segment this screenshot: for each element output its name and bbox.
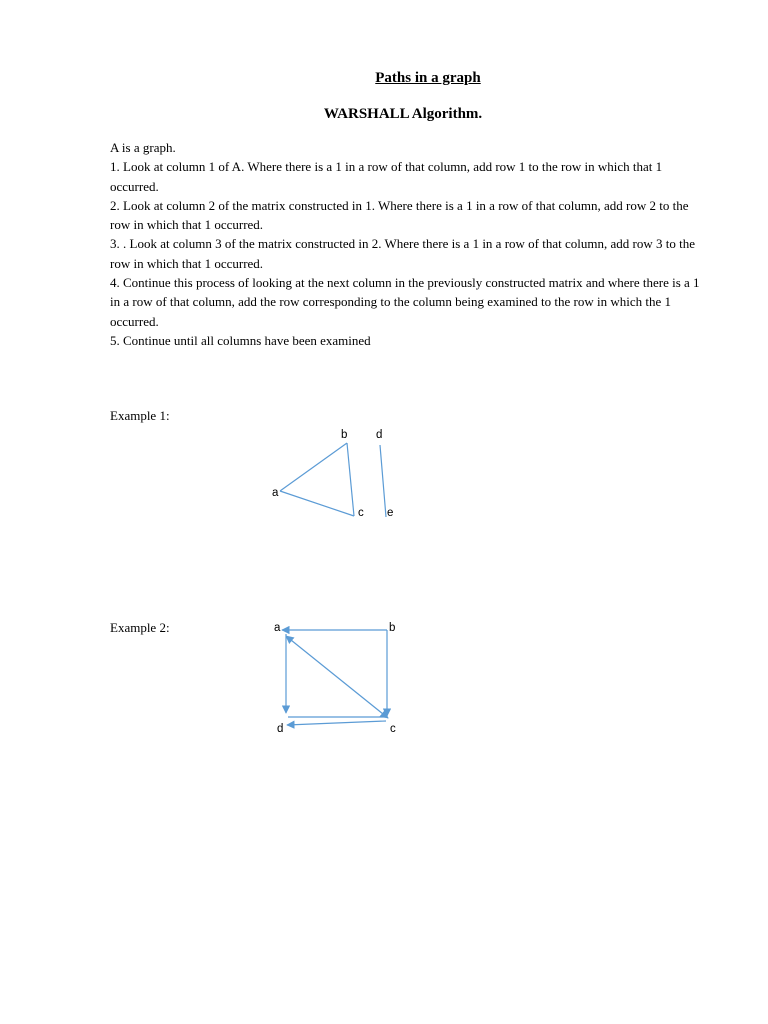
step-4: 4. Continue this process of looking at the next column in the previously constructed matrix and where there is a 1 in a row of that column, add the row corresponding to the column being examined to the row in which the 1 occurred. — [110, 275, 700, 329]
example-1-label: Example 1: — [110, 408, 170, 423]
example-1-node-e: e — [387, 507, 394, 519]
example-2-node-c: c — [390, 723, 396, 735]
step-2: 2. Look at column 2 of the matrix constructed in 1. Where there is a 1 in a row of that column, add row 2 to the row in which that 1 occurred. — [110, 197, 689, 233]
intro-paragraph: A is a graph. — [110, 140, 176, 155]
example-1-node-b: b — [341, 429, 348, 441]
example-1-node-d: d — [376, 429, 383, 441]
example-2-edge-a-c — [286, 636, 388, 718]
example-1-node-c: c — [358, 507, 364, 519]
step-3: 3. . Look at column 3 of the matrix constructed in 2. Where there is a 1 in a row of that column, add row 3 to the row in which that 1 occurred. — [110, 236, 695, 271]
page-subtitle: WARSHALL Algorithm. — [323, 106, 483, 122]
example-2-node-d: d — [277, 723, 284, 735]
example-1-node-a: a — [272, 487, 279, 499]
example-2-node-b: b — [389, 622, 396, 634]
step-1: 1. Look at column 1 of A. Where there is a 1 in a row of that column, add row 1 to the row in which that 1 occurred. — [110, 159, 663, 194]
page-title: Paths in a graph — [375, 70, 481, 86]
example-2-label: Example 2: — [110, 620, 170, 635]
step-5: 5. Continue until all columns have been examined — [110, 332, 371, 348]
example-2-node-a: a — [274, 622, 281, 634]
example-2-edge-c-d — [287, 721, 386, 725]
